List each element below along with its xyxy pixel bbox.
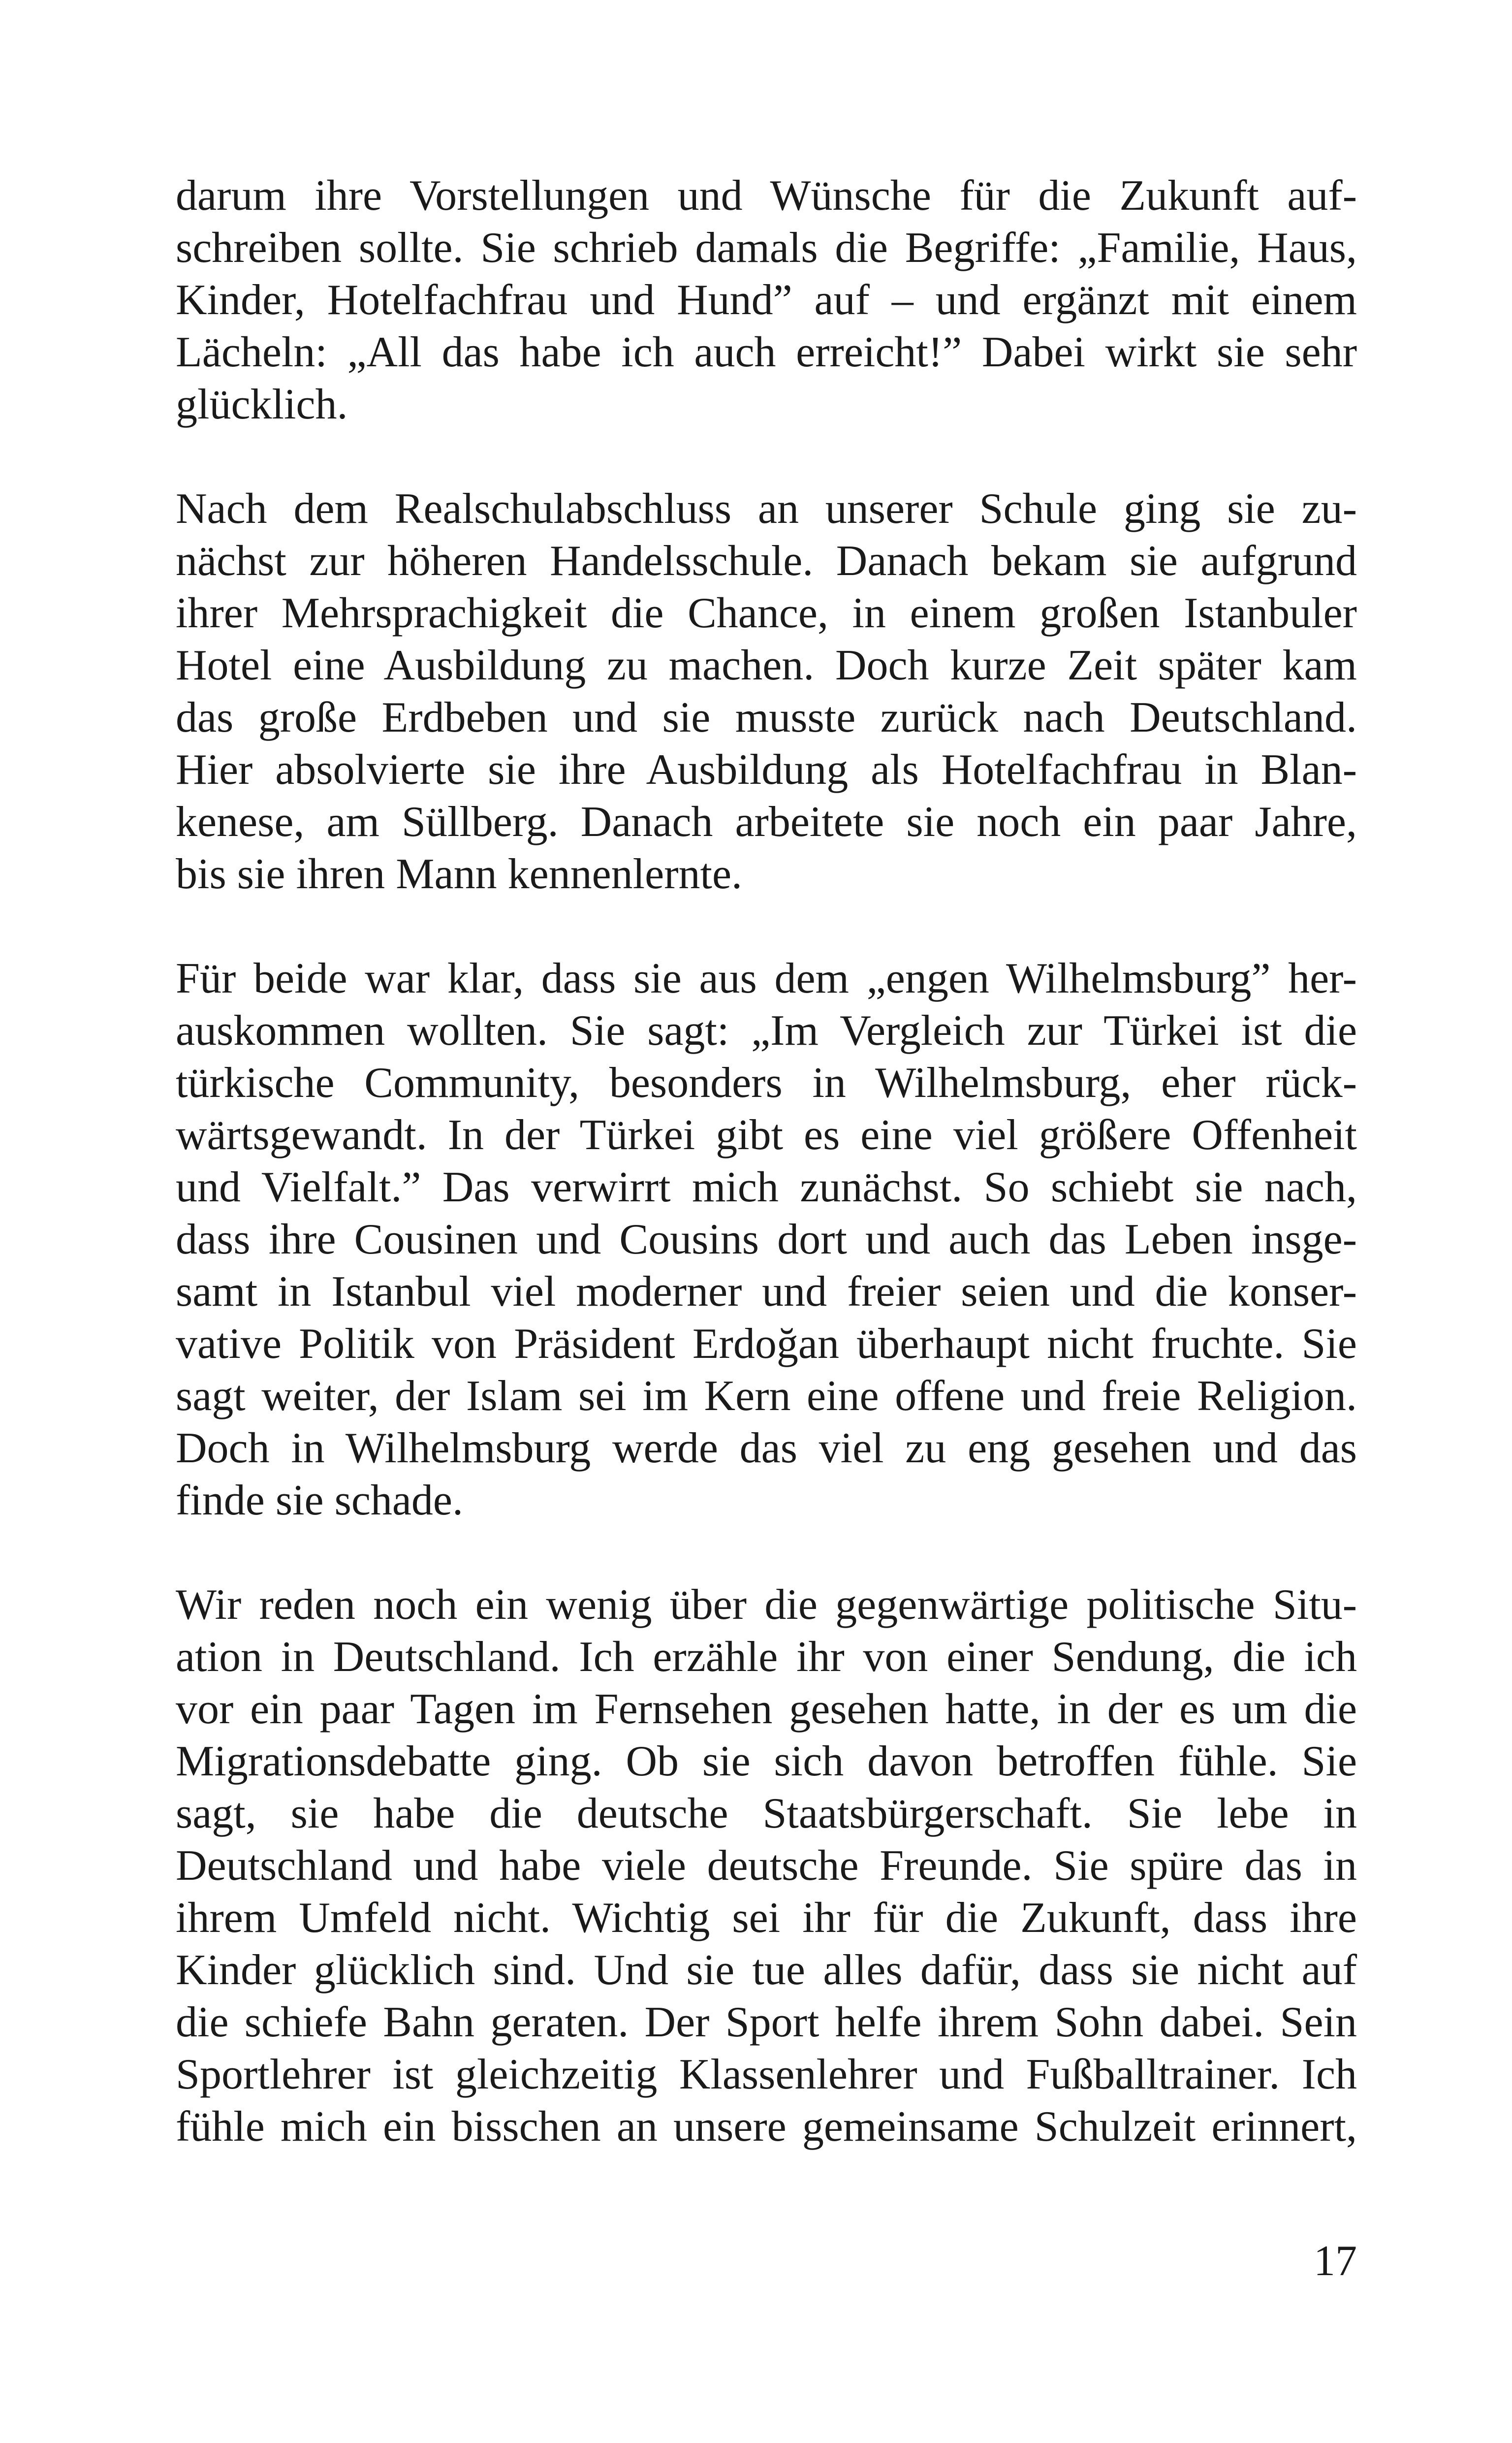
paragraph [176,1579,1357,2153]
text-line: Migrationsdebatte ging. Ob sie sich davon betroffen fühle. Sie [176,1737,1357,1785]
text-line: nächst zur höheren Handelsschule. Danach bekam sie aufgrund [176,537,1357,585]
text-line: wärtsgewandt. In der Türkei gibt es eine viel größere Offenheit [176,1111,1357,1159]
text-line: Lächeln: „All das habe ich auch erreicht!” Dabei wirkt sie sehr [176,328,1357,376]
text-line: Kinder, Hotelfachfrau und Hund” auf – und ergänzt mit einem [176,276,1357,324]
text-line: darum ihre Vorstellungen und Wünsche für die Zukunft auf- [176,172,1357,220]
text-line: ihrem Umfeld nicht. Wichtig sei ihr für die Zukunft, dass ihre [176,1894,1357,1942]
paragraph [176,170,1357,431]
text-line: Hotel eine Ausbildung zu machen. Doch kurze Zeit später kam [176,642,1357,689]
text-line: ation in Deutschland. Ich erzähle ihr von einer Sendung, die ich [176,1633,1357,1681]
text-line: dass ihre Cousinen und Cousins dort und auch das Leben insge- [176,1216,1357,1263]
paragraph [176,483,1357,900]
text-line: vative Politik von Präsident Erdoğan überhaupt nicht fruchte. Sie [176,1320,1357,1368]
text-line: Doch in Wilhelmsburg werde das viel zu eng gesehen und das [176,1424,1357,1472]
text-line: kenese, am Süllberg. Danach arbeitete sie noch ein paar Jahre, [176,798,1357,846]
paragraph [176,953,1357,1527]
text-line: bis sie ihren Mann kennenlernte. [176,850,743,898]
text-line: ihrer Mehrsprachigkeit die Chance, in einem großen Istanbuler [176,589,1357,637]
text-line: Deutschland und habe viele deutsche Freunde. Sie spüre das in [176,1842,1357,1890]
text-line: Für beide war klar, dass sie aus dem „engen Wilhelmsburg” her- [176,955,1357,1002]
text-line: Sportlehrer ist gleichzeitig Klassenlehrer und Fußballtrainer. Ich [176,2051,1357,2098]
text-line: samt in Istanbul viel moderner und freier seien und die konser- [176,1268,1357,1316]
text-line: die schiefe Bahn geraten. Der Sport helfe ihrem Sohn dabei. Sein [176,1998,1357,2046]
text-line: sagt, sie habe die deutsche Staatsbürgerschaft. Sie lebe in [176,1790,1357,1837]
text-line: vor ein paar Tagen im Fernsehen gesehen hatte, in der es um die [176,1685,1357,1733]
text-line: türkische Community, besonders in Wilhelmsburg, eher rück- [176,1059,1357,1107]
text-line: fühle mich ein bisschen an unsere gemeinsame Schulzeit erinnert, [176,2103,1357,2151]
text-line: Kinder glücklich sind. Und sie tue alles dafür, dass sie nicht auf [176,1946,1357,1994]
text-line: das große Erdbeben und sie musste zurück nach Deutschland. [176,694,1357,741]
text-line: Nach dem Realschulabschluss an unserer Schule ging sie zu- [176,485,1357,533]
text-line: glücklich. [176,381,348,428]
page-number: 17 [1314,2237,1357,2285]
text-line: und Vielfalt.” Das verwirrt mich zunächst. So schiebt sie nach, [176,1163,1357,1211]
text-line: Wir reden noch ein wenig über die gegenwärtige politische Situ- [176,1581,1357,1629]
text-line: Hier absolvierte sie ihre Ausbildung als Hotelfachfrau in Blan- [176,746,1357,794]
text-line: finde sie schade. [176,1477,463,1524]
text-line: auskommen wollten. Sie sagt: „Im Vergleich zur Türkei ist die [176,1007,1357,1055]
body-text [176,170,1357,2205]
text-line: sagt weiter, der Islam sei im Kern eine offene und freie Religion. [176,1372,1357,1420]
text-line: schreiben sollte. Sie schrieb damals die Begriffe: „Familie, Haus, [176,224,1357,272]
